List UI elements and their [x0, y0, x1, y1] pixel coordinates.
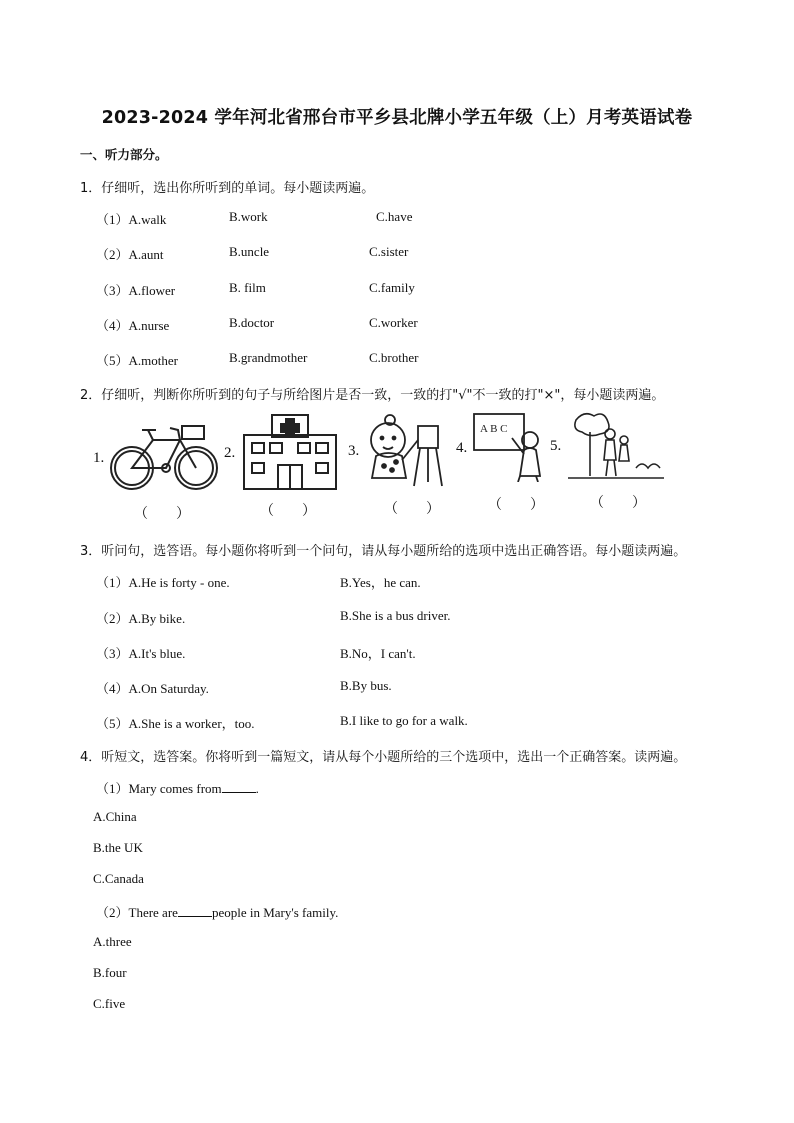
family-park-picture: [566, 408, 666, 480]
q1-option-a: （5）A.mother: [96, 353, 178, 368]
q1-option-c: C.sister: [369, 244, 409, 259]
q1-option-a: （1）A.walk: [96, 212, 167, 227]
bicycle-picture: [108, 418, 220, 493]
q4-sub2-suffix: people in Mary's family.: [211, 905, 339, 920]
q3-option-b: B.Yes，he can.: [340, 575, 421, 590]
q1-option-c: C.have: [376, 209, 413, 224]
hospital-picture: [240, 413, 340, 491]
q3-option-a: （5）A.She is a worker，too.: [96, 716, 255, 731]
q4-sub1-prefix: （1）Mary comes from: [96, 781, 222, 796]
q3-option-b: B.No，I can't.: [340, 646, 416, 661]
q4-sub1-suffix: .: [255, 781, 259, 796]
q4-sub1-option: B.the UK: [93, 840, 143, 855]
section-heading-listening: 一、听力部分。: [80, 147, 168, 162]
page-title: 2023-2024 学年河北省邢台市平乡县北牌小学五年级（上）月考英语试卷: [101, 108, 693, 128]
q4-sub2: [96, 902, 338, 921]
answer-paren-2[interactable]: （ ）: [260, 504, 316, 519]
q3-instruction: 3．听问句，选答语。每小题你将听到一个问句，请从每小题所给的选项中选出正确答语。每小题读两遍。: [80, 544, 687, 559]
q1-option-a: （4）A.nurse: [96, 318, 170, 333]
svg-text:A B C: A B C: [480, 423, 508, 435]
q4-sub2-option: A.three: [93, 934, 132, 949]
q3-option-a: （4）A.On Saturday.: [96, 681, 209, 696]
q1-option-b: B.uncle: [229, 244, 270, 259]
q1-option-a: （2）A.aunt: [96, 247, 164, 262]
answer-paren-1[interactable]: （ ）: [134, 507, 190, 522]
q1-option-b: B.work: [229, 209, 268, 224]
picture-label-1: 1.: [93, 450, 105, 466]
q1-instruction: 1．仔细听，选出你所听到的单词。每小题读两遍。: [80, 181, 375, 196]
q1-option-b: B. film: [229, 280, 266, 295]
q4-sub2-prefix: （2）There are: [96, 905, 178, 920]
q1-option-c: C.family: [369, 280, 415, 295]
q3-option-b: B.She is a bus driver.: [340, 608, 451, 623]
q1-option-c: C.brother: [369, 350, 419, 365]
q1-option-c: C.worker: [369, 315, 418, 330]
q4-sub1-option: C.Canada: [93, 871, 144, 886]
q3-option-b: B.By bus.: [340, 678, 392, 693]
q1-option-a: （3）A.flower: [96, 283, 176, 298]
q4-sub1: [96, 778, 259, 797]
answer-paren-4[interactable]: （ ）: [488, 498, 544, 513]
q4-instruction: 4．听短文，选答案。你将听到一篇短文，请从每个小题所给的三个选项中，选出一个正确答案。读两遍。: [80, 750, 687, 765]
q2-instruction: 2．仔细听，判断你所听到的句子与所给图片是否一致，一致的打"√"不一致的打"×"，每小题读两遍。: [80, 388, 665, 403]
picture-label-4: 4.: [456, 440, 468, 456]
picture-label-3: 3.: [348, 443, 360, 459]
q2-pictures: [90, 408, 690, 523]
girl-painting-picture: [364, 410, 444, 490]
picture-label-5: 5.: [550, 438, 562, 454]
q4-sub2-option: C.five: [93, 996, 126, 1011]
answer-paren-5[interactable]: （ ）: [590, 496, 646, 511]
q1-option-b: B.doctor: [229, 315, 275, 330]
answer-paren-3[interactable]: （ ）: [384, 502, 440, 517]
q4-sub1-option: A.China: [93, 809, 137, 824]
picture-label-2: 2.: [224, 445, 236, 461]
q3-option-a: （3）A.It's blue.: [96, 646, 186, 661]
q1-option-b: B.grandmother: [229, 350, 308, 365]
q3-option-a: （2）A.By bike.: [96, 611, 186, 626]
q3-option-a: （1）A.He is forty - one.: [96, 575, 230, 590]
q4-sub2-option: B.four: [93, 965, 127, 980]
teacher-blackboard-picture: [472, 410, 550, 482]
fill-blank[interactable]: [178, 904, 212, 917]
fill-blank[interactable]: [222, 780, 256, 793]
q3-option-b: B.I like to go for a walk.: [340, 713, 468, 728]
